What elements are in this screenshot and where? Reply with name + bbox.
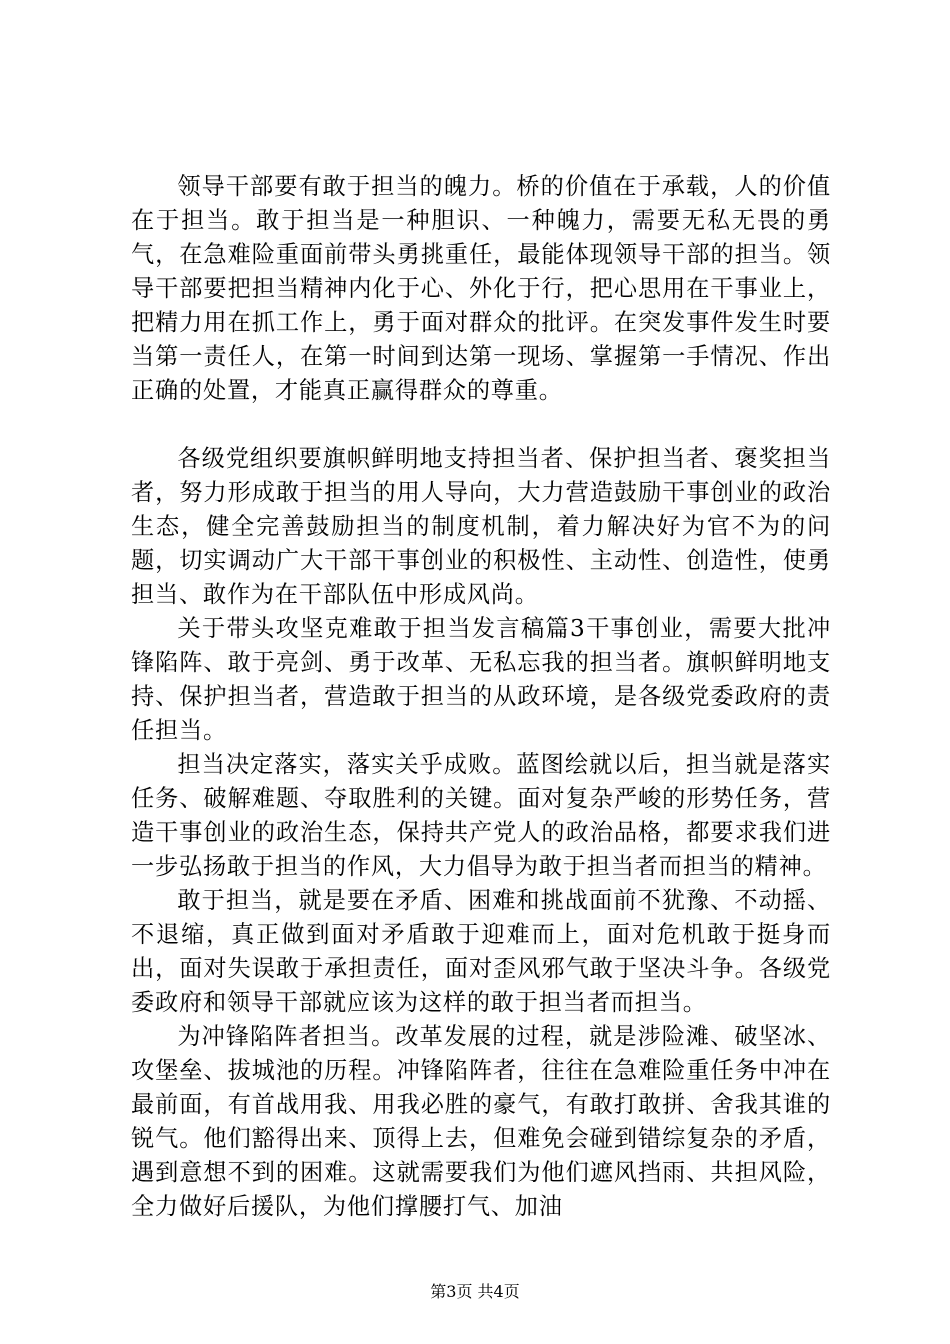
- paragraph-6: 为冲锋陷阵者担当。改革发展的过程，就是涉险滩、破坚冰、攻堡垒、拔城池的历程。冲锋陷阵者，往往在急难险重任务中冲在最前面，有首战用我、用我必胜的豪气，有敢打敢拼、舍我其谁的锐气。他们豁得出来、顶得上去，但难免会碰到错综复杂的矛盾，遇到意想不到的困难。这就需要我们为他们遮风挡雨、共担风险，全力做好后援队，为他们撑腰打气、加油: [131, 1023, 831, 1220]
- paragraph-3: 关于带头攻坚克难敢于担当发言稿篇3干事创业，需要大批冲锋陷阵、敢于亮剑、勇于改革、无私忘我的担当者。旗帜鲜明地支持、保护担当者，营造敢于担当的从政环境，是各级党委政府的责任担当。: [131, 615, 831, 744]
- page-footer: 第3页 共4页: [430, 1282, 520, 1301]
- document-body: [131, 170, 831, 1224]
- paragraph-4: 担当决定落实，落实关乎成败。蓝图绘就以后，担当就是落实任务、破解难题、夺取胜利的关键。面对复杂严峻的形势任务，营造干事创业的政治生态，保持共产党人的政治品格，都要求我们进一步弘扬敢于担当的作风，大力倡导为敢于担当者而担当的精神。: [131, 751, 831, 880]
- paragraph-1: 领导干部要有敢于担当的魄力。桥的价值在于承载，人的价值在于担当。敢于担当是一种胆识、一种魄力，需要无私无畏的勇气，在急难险重面前带头勇挑重任，最能体现领导干部的担当。领导干部要把担当精神内化于心、外化于行，把心思用在干事业上，把精力用在抓工作上，勇于面对群众的批评。在突发事件发生时要当第一责任人，在第一时间到达第一现场、掌握第一手情况、作出正确的处置，才能真正赢得群众的尊重。: [131, 173, 831, 404]
- paragraph-5: 敢于担当，就是要在矛盾、困难和挑战面前不犹豫、不动摇、不退缩，真正做到面对矛盾敢于迎难而上，面对危机敢于挺身而出，面对失误敢于承担责任，面对歪风邪气敢于坚决斗争。各级党委政府和领导干部就应该为这样的敢于担当者而担当。: [131, 887, 831, 1016]
- paragraph-2: 各级党组织要旗帜鲜明地支持担当者、保护担当者、褒奖担当者，努力形成敢于担当的用人导向，大力营造鼓励干事创业的政治生态，健全完善鼓励担当的制度机制，着力解决好为官不为的问题，切实调动广大干部干事创业的积极性、主动性、创造性，使勇担当、敢作为在干部队伍中形成风尚。: [131, 445, 831, 608]
